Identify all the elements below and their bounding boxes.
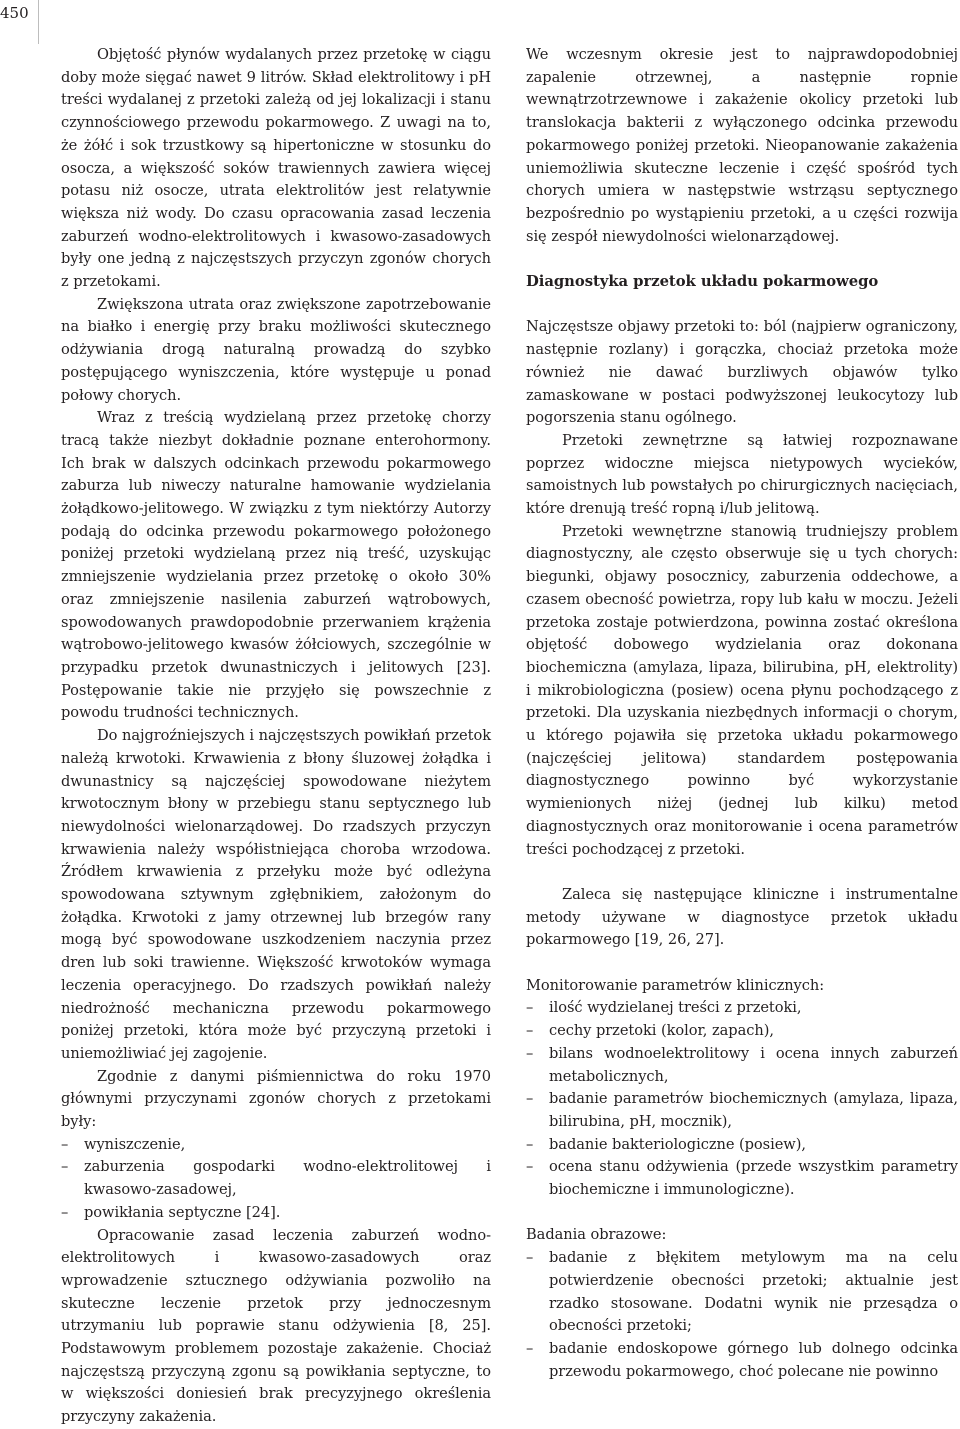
section-heading: Diagnostyka przetok układu pokarmowego bbox=[526, 273, 879, 291]
paragraph-infection: Opracowanie zasad leczenia zaburzeń wodno-elektrolitowych i kwasowo-zasadowych oraz wprowadzenie sztucznego odżywiania pozwoliło na skuteczne leczenie przetok przy jednoczesnym utrzymaniu lub poprawie stanu odżywienia [8, 25]. Podstawowym problemem pozostaje zakażenie. Chociaż najczęstszą przyczyną zgonu są powikłania septyczne, to w większości doniesień brak precyzyjnego określenia przyczyny zakażenia. bbox=[61, 1226, 491, 1426]
page-number: 450 bbox=[0, 4, 29, 22]
spacer bbox=[526, 1202, 958, 1225]
spacer bbox=[526, 952, 958, 975]
spacer bbox=[526, 248, 958, 271]
list-item: – wyniszczenie, bbox=[61, 1134, 491, 1157]
imaging-list bbox=[526, 1247, 958, 1383]
list-item: – powikłania septyczne [24]. bbox=[61, 1202, 491, 1225]
paragraph-internal-fistulas: Przetoki wewnętrzne stanowią trudniejszy problem diagnostyczny, ale często obserwuje się u tych chorych: biegunki, objawy posocznicy, zaburzenia oddechowe, a czasem obecność powietrza, ropy lub kału w moczu. Jeżeli przetoka zostaje potwierdzona, powinna zostać określona objętość dobowego wydzielania oraz dokonana biochemiczna (amylaza, lipaza, bilirubina, pH, elektrolity) i mikrobiologiczna (posiew) ocena płynu pochodzącego z przetoki. Dla uzyskania niezbędnych informacji o chorym, u którego pojawiła się przetoka układu pokarmowego (najczęściej jelitowa) standardem postępowania diagnostycznego powinno być wykorzystanie wymienionych niżej (jednej lub kilku) metod diagnostycznych oraz monitorowanie i ocena parametrów treści pochodzącej z przetoki. bbox=[526, 522, 958, 858]
spacer bbox=[526, 861, 958, 884]
spacer bbox=[526, 294, 958, 317]
paragraph-malnutrition: Zwiększona utrata oraz zwiększone zapotrzebowanie na białko i energię przy braku możliwości skutecznego odżywiania drogą naturalną prowadzą do szybko postępującego wyniszczenia, które występuje u ponad połowy chorych. bbox=[61, 295, 491, 404]
paragraph-hemorrhage: Do najgroźniejszych i najczęstszych powikłań przetok należą krwotoki. Krwawienia z błony śluzowej żołądka i dwunastnicy są najczęściej spowodowane nieżytem krwotocznym błony w przebiegu stanu septycznego lub niewydolności wielonarządowej. Do rzadszych przyczyn krwawienia należy współistniejąca choroba wrzodowa. Źródłem krwawienia z przełyku może być odleżyna spowodowana sztywnym zgłębnikiem, założonym do żołądka. Krwotoki z jamy otrzewnej lub brzegów rany mogą być spowodowane uszkodzeniem naczynia przez dren lub soki trawienne. Większość krwotoków wymaga leczenia operacyjnego. Do rzadszych powikłań należy niedrożność mechaniczna przewodu pokarmowego poniżej przetoki, która może być przyczyną przetoki i uniemożliwiać jej zagojenie. bbox=[61, 727, 491, 1062]
paragraph-early-period: We wczesnym okresie jest to najprawdopodobniej zapalenie otrzewnej, a następnie ropnie wewnątrzotrzewnowe i zakażenie okolicy przetoki lub translokacja bakterii z wyłączonego odcinka przewodu pokarmowego poniżej przetoki. Nieopanowanie zakażenia uniemożliwia skuteczne leczenie i część spośród tych chorych umiera w następstwie wstrząsu septycznego bezpośrednio po wystąpieniu przetoki, a u części rozwija się zespół niewydolności wielonarządowej. bbox=[526, 46, 958, 245]
list-item: – ilość wydzielanej treści z przetoki, bbox=[526, 997, 958, 1020]
death-causes-list bbox=[61, 1134, 491, 1225]
paragraph-fluid-loss: Objętość płynów wydalanych przez przetokę w ciągu doby może sięgać nawet 9 litrów. Skład elektrolitowy i pH treści wydalanej z przetoki zależą od jej lokalizacji i stanu czynnościowego przewodu pokarmowego. Z uwagi na to, że żółć i sok trzustkowy są hipertoniczne w stosunku do osocza, a większość soków trawiennych zawiera więcej potasu niż osocze, utrata elektrolitów jest relatywnie większa niż wody. Do czasu opracowania zasad leczenia zaburzeń wodno-elektrolitowych i kwasowo-zasadowych były one jedną z najczęstszych przyczyn zgonów chorych z przetokami. bbox=[61, 46, 491, 291]
paragraph-recommended-methods: Zaleca się następujące kliniczne i instrumentalne metody używane w diagnostyce przetok układu pokarmowego [19, 26, 27]. bbox=[526, 885, 958, 949]
monitoring-label: Monitorowanie parametrów klinicznych: bbox=[526, 976, 825, 994]
list-item: – ocena stanu odżywienia (przede wszystkim parametry biochemiczne i immunologiczne). bbox=[526, 1156, 958, 1201]
left-column bbox=[61, 44, 491, 1429]
list-item: – bilans wodnoelektrolitowy i ocena innych zaburzeń metabolicznych, bbox=[526, 1043, 958, 1088]
list-item: – badanie parametrów biochemicznych (amylaza, lipaza, bilirubina, pH, mocznik), bbox=[526, 1088, 958, 1133]
paragraph-external-fistulas: Przetoki zewnętrzne są łatwiej rozpoznawane poprzez widoczne miejsca nietypowych wycieków, samoistnych lub powstałych po chirurgicznych nacięciach, które drenują treść ropną i/lub jelitową. bbox=[526, 431, 958, 518]
monitoring-list bbox=[526, 997, 958, 1201]
paragraph-enterohormones: Wraz z treścią wydzielaną przez przetokę chorzy tracą także niezbyt dokładnie poznane enterohormony. Ich brak w dalszych odcinkach przewodu pokarmowego zaburza lub niweczy naturalne hamowanie wydzielania żołądkowo-jelitowego. W związku z tym niektórzy Autorzy podają do odcinka przewodu pokarmowego położonego poniżej przetoki wydzielaną przez nią treść, uzyskując zmniejszenie wydzielania przez przetokę o około 30% oraz zmniejszenie nasilenia zaburzeń wątrobowych, spowodowanych prawdopodobnie przerwaniem krążenia wątrobowo-jelitowego kwasów żółciowych, szczególnie w przypadku przetok dwunastniczych i jelitowych [23]. Postępowanie takie nie przyjęło się powszechnie z powodu trudności technicznych. bbox=[61, 409, 491, 722]
paragraph-symptoms: Najczęstsze objawy przetoki to: ból (najpierw ograniczony, następnie rozlany) i gorączka, chociaż przetoka może również nie dawać burzliwych objawów tylko zamaskowane w postaci podwyższonej leukocytozy lub pogorszenia stanu ogólnego. bbox=[526, 318, 958, 427]
list-item: – cechy przetoki (kolor, zapach), bbox=[526, 1020, 958, 1043]
list-item: – badanie endoskopowe górnego lub dolnego odcinka przewodu pokarmowego, choć polecane nie powinno bbox=[526, 1338, 958, 1383]
list-item: – zaburzenia gospodarki wodno-elektrolitowej i kwasowo-zasadowej, bbox=[61, 1156, 491, 1201]
right-column bbox=[526, 44, 958, 1383]
paragraph-death-causes-intro: Zgodnie z danymi piśmiennictwa do roku 1970 głównymi przyczynami zgonów chorych z przetokami były: bbox=[61, 1067, 491, 1131]
page-number-divider bbox=[38, 0, 39, 44]
list-item: – badanie bakteriologiczne (posiew), bbox=[526, 1134, 958, 1157]
list-item: – badanie z błękitem metylowym ma na celu potwierdzenie obecności przetoki; aktualnie jest rzadko stosowane. Dodatni wynik nie przesądza o obecności przetoki; bbox=[526, 1247, 958, 1338]
imaging-label: Badania obrazowe: bbox=[526, 1226, 667, 1244]
